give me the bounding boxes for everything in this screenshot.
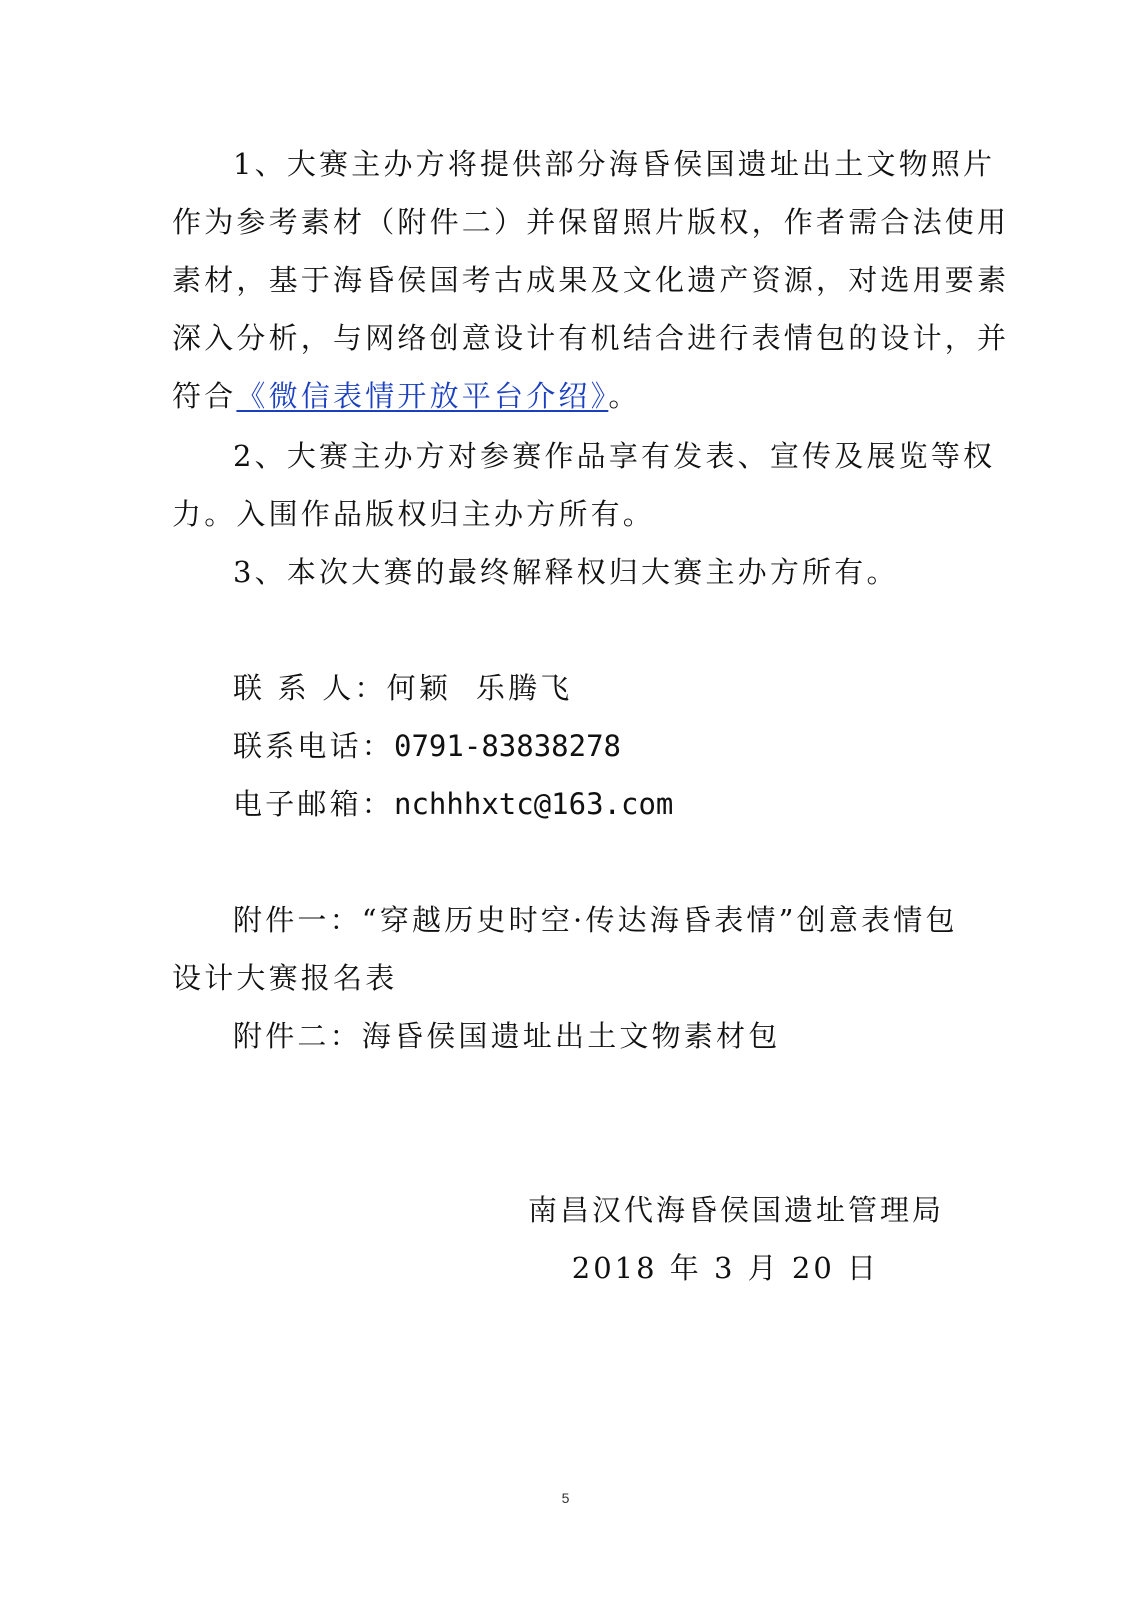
para1-line1: 1、大赛主办方将提供部分海昏侯国遗址出土文物照片 bbox=[233, 147, 996, 181]
contact-person-label: 联 系 人： bbox=[233, 671, 387, 705]
para3-line1: 3、本次大赛的最终解释权归大赛主办方所有。 bbox=[233, 555, 899, 589]
attachment1-line2: 设计大赛报名表 bbox=[172, 961, 398, 995]
contact-person bbox=[233, 668, 572, 708]
para1-line5 bbox=[172, 376, 641, 416]
para2-line1: 2、大赛主办方对参赛作品享有发表、宣传及展览等权 bbox=[233, 439, 996, 473]
signature-date: 2018 年 3 月 20 日 bbox=[571, 1251, 879, 1285]
signature-org: 南昌汉代海昏侯国遗址管理局 bbox=[527, 1193, 944, 1227]
para1-line5-suffix: 。 bbox=[608, 379, 641, 413]
wechat-sticker-platform-link[interactable]: 《微信表情开放平台介绍》 bbox=[236, 379, 609, 413]
attachment2: 附件二：海昏侯国遗址出土文物素材包 bbox=[233, 1019, 781, 1053]
para1-line4: 深入分析，与网络创意设计有机结合进行表情包的设计，并 bbox=[172, 321, 1010, 355]
para1-line2: 作为参考素材（附件二）并保留照片版权，作者需合法使用 bbox=[172, 205, 1010, 239]
page-number: 5 bbox=[561, 1490, 570, 1506]
contact-email-value: nchhhxtc@163.com bbox=[394, 787, 674, 821]
attachment1-line1: 附件一：“穿越历史时空·传达海昏表情”创意表情包 bbox=[233, 903, 958, 937]
contact-phone-value: 0791-83838278 bbox=[394, 729, 621, 763]
para2-line2: 力。入围作品版权归主办方所有。 bbox=[172, 497, 656, 531]
contact-phone bbox=[233, 726, 621, 766]
contact-email bbox=[233, 784, 673, 824]
para1-line5-prefix: 符合 bbox=[172, 379, 237, 413]
contact-person-value: 何颖 乐腾飞 bbox=[386, 671, 573, 705]
para1-line3: 素材，基于海昏侯国考古成果及文化遗产资源，对选用要素 bbox=[172, 263, 1010, 297]
contact-phone-label: 联系电话： bbox=[233, 729, 395, 763]
contact-email-label: 电子邮箱： bbox=[233, 787, 395, 821]
